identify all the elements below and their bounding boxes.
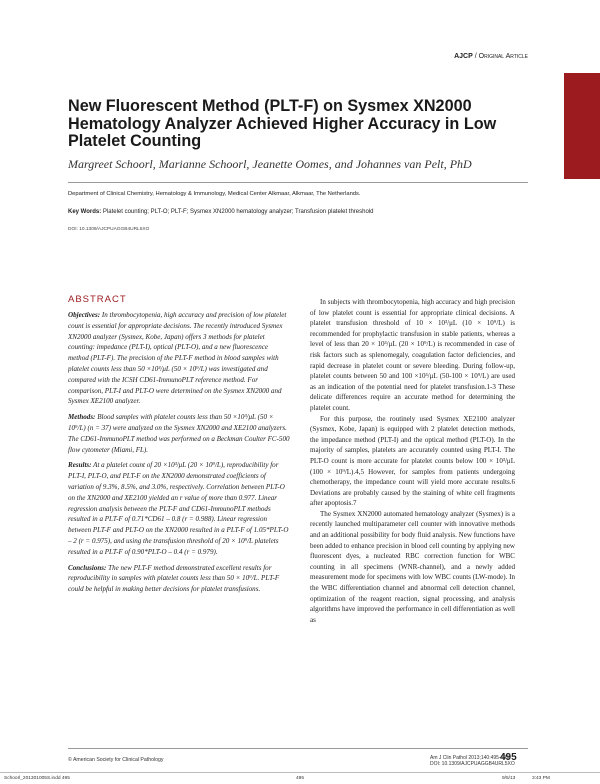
body-paragraph: The Sysmex XN2000 automated hematology analyzer (Sysmex) is a recently launched multiparameter cell counter with innovative methods and an additional possibility for body fluid analysis. New functions have been added to enhance precision in blood cell counting by applying new fluorescent dyes, a nucleated RBC correction function for WBC counting in all specimens (WNR-channel), and a newly added measurement mode for specimens with low WBC counts (LW-mode). In the WBC differentiation channel and abnormal cell detection channel, optimization of the reagent reaction, signal processing, and analysis algorithms have improved the performance in cell differentiation as well as: [310, 509, 515, 624]
running-header: [454, 53, 528, 60]
abstract-methods: [68, 412, 290, 455]
slug-date: 9/5/13: [502, 776, 516, 781]
footer-divider: [68, 748, 528, 749]
methods-text: Blood samples with platelet counts less than 50 ×10³/μL (50 × 10⁹/L) (n = 37) were analyzed on the Sysmex XN2000 and XE2100 analyzers. The CD61-ImmunoPLT method was performed on a Beckman Coulter FC-500 flow cytometer (Miami, FL).: [68, 413, 290, 454]
citation-line: Am J Clin Pathol 2013;140:495-499: [430, 755, 509, 761]
conclusions-label: Conclusions:: [68, 563, 107, 572]
body-paragraph: For this purpose, the routinely used Sysmex XE2100 analyzer (Sysmex, Kobe, Japan) is equipped with 2 platelet detection methods, the impedance method (PLT-I) and the optical method (PLT-O). In the majority of samples, platelets are accurately counted using PLT-I. The PLT-O count is more accurate for platelet counts below 100 × 10³/μL (100 × 10⁹/L).4,5 However, for samples from patients undergoing chemotherapy, the impedance count will yield more accurate results.6 Deviations are probably caused by the staining of white cell fragments after apoptosis.7: [310, 414, 515, 508]
methods-label: Methods:: [68, 413, 96, 422]
abstract-heading: ABSTRACT: [68, 294, 127, 305]
results-label: Results:: [68, 461, 92, 470]
accent-bar: [564, 73, 600, 179]
page-number: 495: [500, 752, 517, 763]
abstract-conclusions: [68, 563, 290, 595]
author-list: Margreet Schoorl, Marianne Schoorl, Jeanette Oomes, and Johannes van Pelt, PhD: [68, 157, 472, 171]
abstract-column: [68, 310, 290, 600]
affiliation: Department of Clinical Chemistry, Hematology & Immunology, Medical Center Alkmaar, Alkmaar, The Netherlands.: [68, 191, 361, 197]
results-text: At a platelet count of 20 ×10³/μL (20 × 10⁹/L), reproducibility for PLT-I, PLT-O, and PLT-F on the XN2000 demonstrated coefficients of variation of 9.3%, 8.5%, and 3.0%, respectively. Correlation between PLT-O on the XN2000 and XE2100 yielded an r value of more than 0.977. Linear regression analysis between the PLT-F and CD61-ImmunoPLT methods resulted in a PLT-F of 0.71*CD61 – 0.8 (r = 0.988). Linear regression between PLT-F and PLT-O on the XN2000 resulted in a PLT-F of 1.05*PLT-O – 2 (r = 0.975), and using the transfusion threshold of 20 × 10⁹/L platelets resulted in a PLT-F of 0.90*PLT-O – 0.4 (r = 0.979).: [68, 461, 289, 556]
abstract-objectives: [68, 310, 290, 407]
conclusions-text: The new PLT-F method demonstrated excellent results for reproducibility in samples with platelet counts less than 50 × 10⁹/L. PLT-F could be helpful in making better decisions for platelet transfusions.: [68, 563, 280, 594]
section-label: Original Article: [478, 53, 528, 60]
divider: [68, 182, 528, 183]
slug-time: 3:43 PM: [532, 776, 550, 781]
article-title: New Fluorescent Method (PLT-F) on Sysmex XN2000 Hematology Analyzer Achieved Higher Accuracy in Low Platelet Counting: [68, 97, 497, 150]
slug-filename: Schoorl_201301005S.indd 495: [4, 776, 70, 781]
objectives-text: In thrombocytopenia, high accuracy and precision of low platelet count is essential for appropriate decisions. The recently introduced Sysmex XN2000 analyzer (Sysmex, Kobe, Japan) offers 3 methods for platelet counting: impedance (PLT-I), optical (PLT-O), and a new fluorescence method (PLT-F). The precision of the PLT-F method in blood samples with platelet counts less than 50 ×10³/μL (50 × 10⁹/L) was investigated and compared with the ICSH CD61-ImmunoPLT reference method. For comparison, PLT-I and PLT-O were determined on the Sysmex XN2000 and Sysmex XE2100 analyzer.: [68, 311, 287, 406]
citation-doi: DOI: 10.1309/AJCPUAGGB4URL5XO: [430, 761, 515, 767]
body-column: [310, 297, 515, 625]
keywords-label: Key Words:: [68, 209, 102, 215]
keywords: [68, 209, 528, 215]
copyright: © American Society for Clinical Pathology: [68, 757, 164, 763]
header-separator: /: [474, 53, 479, 60]
slug-divider: [0, 772, 600, 773]
journal-abbrev: AJCP: [454, 53, 473, 60]
doi: DOI: 10.1309/AJCPUAGGB4URL5XO: [68, 227, 150, 232]
keywords-text: Platelet counting; PLT-O; PLT-F; Sysmex XN2000 hematology analyzer; Transfusion platelet threshold: [102, 209, 374, 215]
slug-page: 495: [296, 776, 305, 781]
abstract-results: [68, 460, 290, 557]
objectives-label: Objectives:: [68, 311, 101, 319]
body-paragraph: In subjects with thrombocytopenia, high accuracy and high precision of low platelet count is essential for appropriate clinical decisions. A platelet transfusion threshold of 10 × 10³/μL (10 × 10⁹/L) is recommended for prophylactic transfusion in stable patients, whereas a level of less than 20 × 10³/μL (20 × 10⁹/L) is recommended in case of risk factors such as splenomegaly, coagulation factor deficiencies, and rapid decrease in platelet count or severe bleeding. During follow-up, platelet counts between 50 and 100 ×10³/μL (50-100 × 10⁹/L) are used as an indication of the potential need for platelet transfusion.1-3 These delicate differences require an accurate method for determining the platelet count.: [310, 298, 515, 412]
